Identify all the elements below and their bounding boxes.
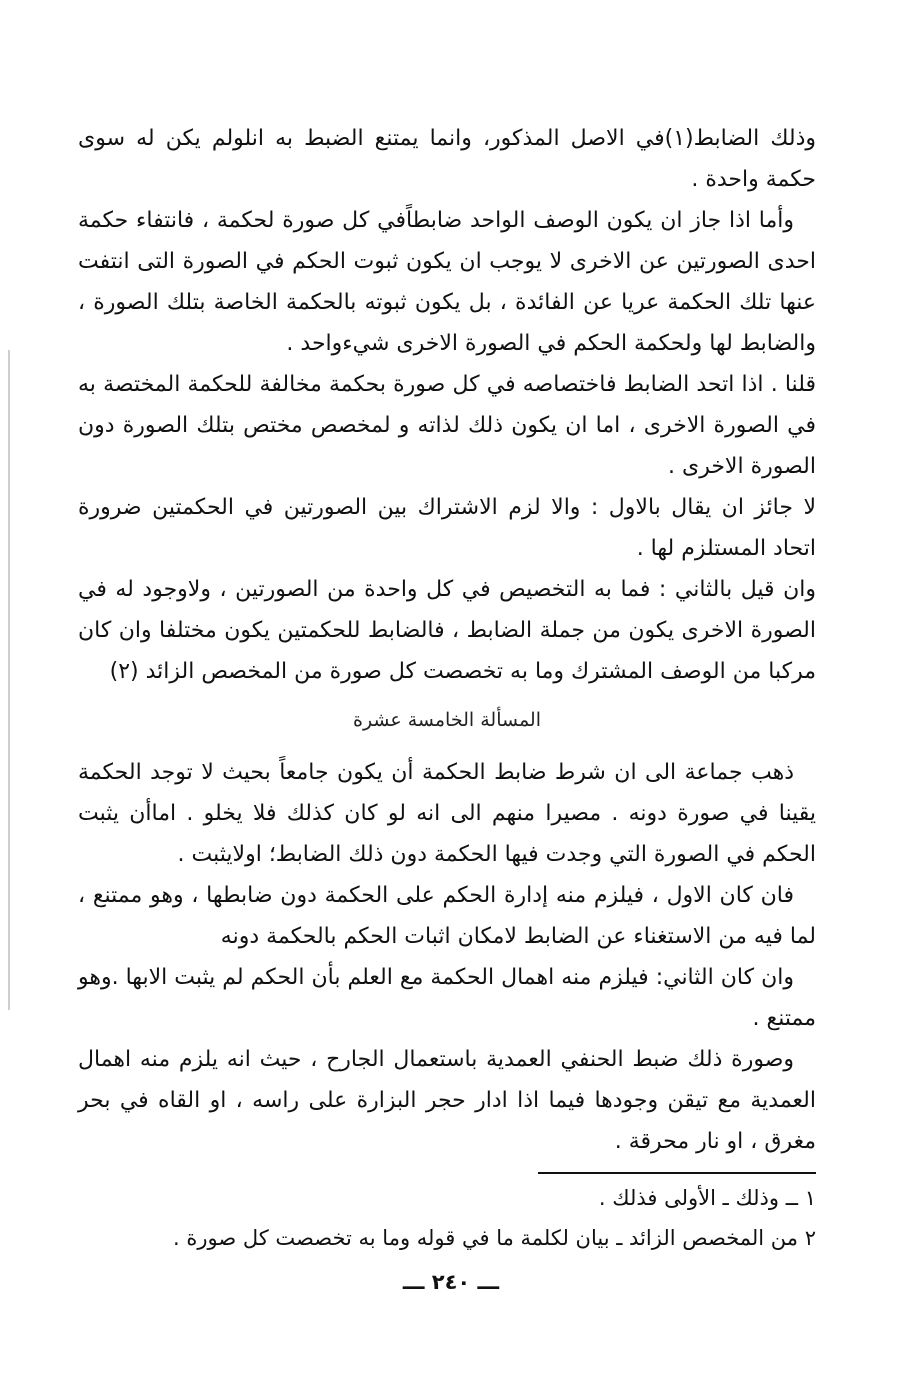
paragraph: وان قيل بالثاني : فما به التخصيص في كل واحدة من الصورتين ، ولاوجود له في الصورة الاخرى يكون من جملة الضابط ، فالضابط للحكمتين يكون مختلفا وان كان مركبا من الوصف المشترك وما به تخصصت كل صورة من المخصص الزائد (٢)	[78, 577, 816, 684]
footnotes	[78, 1178, 816, 1258]
paragraph: وان كان الثاني: فيلزم منه اهمال الحكمة مع العلم بأن الحكم لم يثبت الابها .وهو ممتنع .	[78, 965, 816, 1031]
paragraph: وصورة ذلك ضبط الحنفي العمدية باستعمال الجارح ، حيث انه يلزم منه اهمال العمدية مع تيقن وجودها فيما اذا ادار حجر البزارة على راسه ، او القاه في بحر مغرق ، او نار محرقة .	[78, 1047, 816, 1154]
paragraph: وأما اذا جاز ان يكون الوصف الواحد ضابطاًفي كل صورة لحكمة ، فانتفاء حكمة احدى الصورتين عن الاخرى لا يوجب ان يكون ثبوت الحكم في الصورة التى انتفت عنها تلك الحكمة عريا عن الفائدة ، بل يكون ثبوته بالحكمة الخاصة بتلك الصورة ، والضابط لها ولحكمة الحكم في الصورة الاخرى شيءواحد .	[78, 208, 816, 356]
footnote-separator	[538, 1172, 816, 1174]
body-text-before-heading	[78, 118, 816, 692]
page-number: ـــ ٢٤٠ ـــ	[402, 1270, 500, 1294]
page-body	[78, 118, 816, 1258]
footnote: ١ ــ وذلك ـ الأولى فذلك .	[598, 1186, 816, 1210]
paragraph: وذلك الضابط(١)في الاصل المذكور، وانما يمتنع الضبط به انلولم يكن له سوى حكمة واحدة .	[78, 126, 816, 192]
paragraph: ذهب جماعة الى ان شرط ضابط الحكمة أن يكون جامعاً بحيث لا توجد الحكمة يقينا في صورة دونه . مصيرا منهم الى انه لو كان كذلك فلا يخلو . اماأن يثبت الحكم في الصورة التي وجدت فيها الحكمة دون ذلك الضابط؛ اولايثبت .	[78, 760, 816, 867]
section-heading: المسألة الخامسة عشرة	[352, 709, 541, 731]
body-text-after-heading	[78, 752, 816, 1162]
footnote: ٢ من المخصص الزائد ـ بيان لكلمة ما في قوله وما به تخصصت كل صورة .	[172, 1226, 816, 1250]
paragraph: لا جائز ان يقال بالاول : والا لزم الاشتراك بين الصورتين في الحكمتين ضرورة اتحاد المستلزم لها .	[78, 495, 816, 561]
paragraph: فان كان الاول ، فيلزم منه إدارة الحكم على الحكمة دون ضابطها ، وهو ممتنع ، لما فيه من الاستغناء عن الضابط لامكان اثبات الحكم بالحكمة دونه	[78, 883, 816, 949]
scan-margin-line	[8, 350, 10, 1010]
paragraph: قلنا . اذا اتحد الضابط فاختصاصه في كل صورة بحكمة مخالفة للحكمة المختصة به في الصورة الاخرى ، اما ان يكون ذلك لذاته و لمخصص مختص بتلك الصورة دون الصورة الاخرى .	[78, 372, 816, 479]
